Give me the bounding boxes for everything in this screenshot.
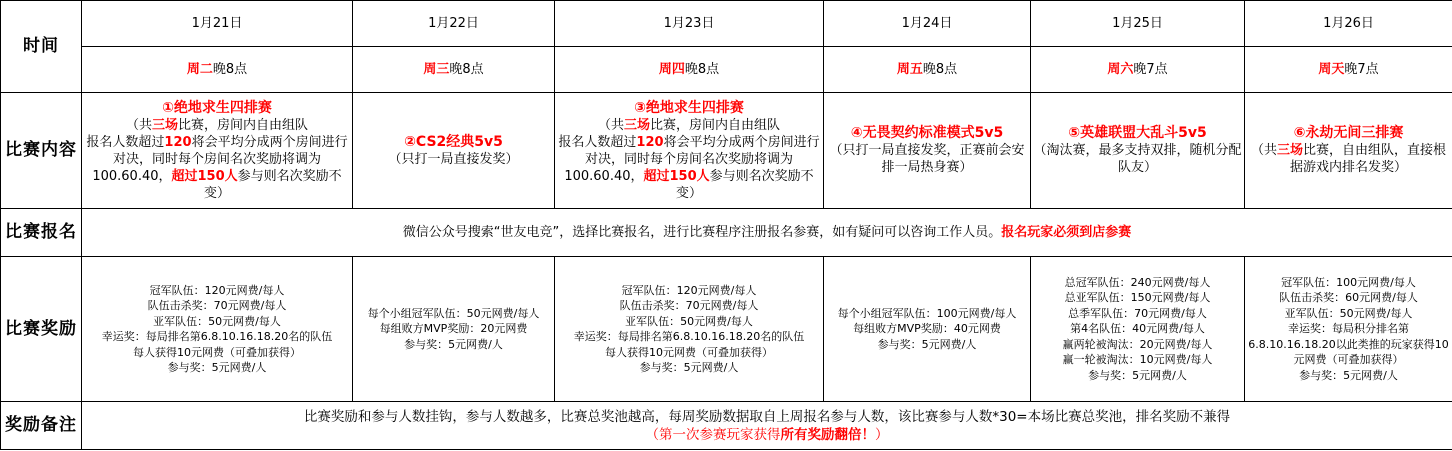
reward-line: 参与奖：5元网费/人	[877, 337, 977, 351]
note-line: （第一次参赛玩家获得所有奖励翻倍！）	[645, 426, 889, 443]
reward-cell	[555, 257, 824, 402]
note-line: 比赛奖励和参与人数挂钩，参与人数越多，比赛总奖池越高，每周奖励数据取自上周报名参与人数，该比赛参与人数*30=本场比赛总奖池，排名奖励不兼得	[303, 408, 1231, 425]
row-label-note: 奖励备注	[1, 402, 82, 450]
reward-line: 幸运奖：每局积分排名第	[1288, 322, 1409, 336]
signup-row	[1, 209, 1452, 257]
match-title: ④无畏契约标准模式5v5	[850, 125, 1004, 141]
weekday: 周四	[658, 62, 685, 77]
weekday-cell	[1245, 47, 1452, 93]
reward-line: 每组败方MVP奖励：40元网费	[853, 322, 1001, 336]
row-label-time: 时间	[1, 1, 82, 93]
reward-line: 参与奖：5元网费/人	[639, 361, 739, 374]
reward-line: 6.8.10.16.18.20以此类推的玩家获得10元网费（可叠加获得）	[1248, 337, 1449, 367]
reward-cell	[353, 257, 555, 402]
start-time: 晚7点	[1344, 62, 1379, 77]
match-title: ③绝地求生四排赛	[634, 99, 744, 116]
reward-line: 冠军队伍：120元网费/每人	[621, 283, 757, 297]
reward-line: 冠军队伍：100元网费/每人	[1281, 275, 1416, 289]
reward-line: 队伍击杀奖：60元网费/每人	[1279, 291, 1418, 305]
match-title: ⑥永劫无间三排赛	[1293, 125, 1404, 141]
reward-line: 赢两轮被淘汰：20元网费/每人	[1062, 337, 1213, 351]
start-time: 晚8点	[212, 62, 248, 77]
weekday-row	[1, 47, 1452, 93]
content-cell: ②CS2经典5v5 （只打一局直接发奖）	[353, 93, 555, 209]
reward-cell	[82, 257, 353, 402]
reward-line: 幸运奖：每局排名第6.8.10.16.18.20名的队伍	[573, 330, 805, 343]
reward-line: 参与奖：5元网费/人	[404, 337, 503, 351]
weekday-cell	[1031, 47, 1245, 93]
reward-line: 冠军队伍：120元网费/每人	[149, 283, 285, 297]
reward-line: 参与奖：5元网费/人	[167, 361, 267, 374]
reward-line: 每个小组冠军队伍：100元网费/每人	[837, 306, 1017, 320]
content-cell: ④无畏契约标准模式5v5 （只打一局直接发奖，正赛前会安排一局热身赛）	[824, 93, 1031, 209]
date-cell: 1月24日	[824, 1, 1031, 47]
match-title: ①绝地求生四排赛	[162, 99, 272, 116]
content-row	[1, 93, 1452, 209]
reward-cell	[824, 257, 1031, 402]
date-cell: 1月25日	[1031, 1, 1245, 47]
reward-line: 队伍击杀奖：70元网费/每人	[619, 299, 759, 312]
start-time: 晚7点	[1133, 62, 1168, 77]
weekday: 周天	[1318, 62, 1345, 77]
note-row	[1, 402, 1452, 450]
reward-line: 亚军队伍：50元网费/每人	[625, 314, 753, 328]
content-cell: ⑤英雄联盟大乱斗5v5 （淘汰赛，最多支持双排，随机分配队友）	[1031, 93, 1245, 209]
reward-line: 总亚军队伍：150元网费/每人	[1064, 291, 1211, 305]
reward-line: 总季军队伍：70元网费/每人	[1068, 306, 1207, 320]
weekday: 周五	[896, 62, 923, 77]
weekday-cell	[824, 47, 1031, 93]
row-label-signup: 比赛报名	[1, 209, 82, 257]
content-cell: ⑥永劫无间三排赛 （共三场比赛，自由组队，直接根据游戏内排名发奖）	[1245, 93, 1452, 209]
reward-cell	[1245, 257, 1452, 402]
date-cell: 1月21日	[82, 1, 353, 47]
reward-line: 队伍击杀奖：70元网费/每人	[147, 299, 287, 312]
reward-line: 每个小组冠军队伍：50元网费/每人	[367, 306, 540, 320]
reward-line: 参与奖：5元网费/人	[1088, 368, 1187, 382]
reward-line: 参与奖：5元网费/人	[1299, 368, 1398, 382]
signup-text: 微信公众号搜索“世友电竞”，选择比赛报名，进行比赛程序注册报名参赛，如有疑问可以咨询工作人员。	[402, 225, 1002, 240]
row-label-reward: 比赛奖励	[1, 257, 82, 402]
row-label-content: 比赛内容	[1, 93, 82, 209]
weekday-cell	[555, 47, 824, 93]
note-cell	[82, 402, 1452, 450]
reward-line: 幸运奖：每局排名第6.8.10.16.18.20名的队伍	[101, 330, 333, 343]
match-title: ⑤英雄联盟大乱斗5v5	[1068, 125, 1207, 141]
reward-line: 亚军队伍：50元网费/每人	[153, 314, 281, 328]
signup-highlight: 报名玩家必须到店参赛	[1001, 225, 1132, 240]
content-cell: ①绝地求生四排赛 （共三场比赛，房间内自由组队 报名人数超过120将会平均分成两个房间进行对决，同时每个房间名次奖励将调为100.60.40，超过150人参与则名次奖励不变）	[82, 93, 353, 209]
reward-line: 第4名队伍：40元网费/每人	[1070, 322, 1205, 336]
start-time: 晚8点	[922, 62, 958, 77]
content-cell: ③绝地求生四排赛 （共三场比赛，房间内自由组队 报名人数超过120将会平均分成两个房间进行对决，同时每个房间名次奖励将调为100.60.40，超过150人参与则名次奖励不变）	[555, 93, 824, 209]
signup-cell	[82, 209, 1452, 257]
match-title: ②CS2经典5v5	[404, 133, 503, 150]
date-row	[1, 1, 1452, 47]
date-cell: 1月26日	[1245, 1, 1452, 47]
reward-row	[1, 257, 1452, 402]
weekday: 周六	[1107, 62, 1134, 77]
reward-cell	[1031, 257, 1245, 402]
start-time: 晚8点	[684, 62, 720, 77]
reward-line: 亚军队伍：50元网费/每人	[1284, 306, 1413, 320]
weekday-cell	[82, 47, 353, 93]
reward-line: 每组败方MVP奖励：20元网费	[379, 322, 528, 336]
weekday: 周三	[423, 62, 450, 77]
weekday-cell	[353, 47, 555, 93]
reward-line: 每人获得10元网费（可叠加获得）	[133, 345, 301, 359]
date-cell: 1月23日	[555, 1, 824, 47]
reward-line: 赢一轮被淘汰：10元网费/每人	[1062, 353, 1213, 367]
reward-line: 总冠军队伍：240元网费/每人	[1064, 275, 1211, 289]
weekday: 周二	[186, 62, 213, 77]
date-cell: 1月22日	[353, 1, 555, 47]
start-time: 晚8点	[449, 62, 484, 77]
reward-line: 每人获得10元网费（可叠加获得）	[605, 345, 773, 359]
